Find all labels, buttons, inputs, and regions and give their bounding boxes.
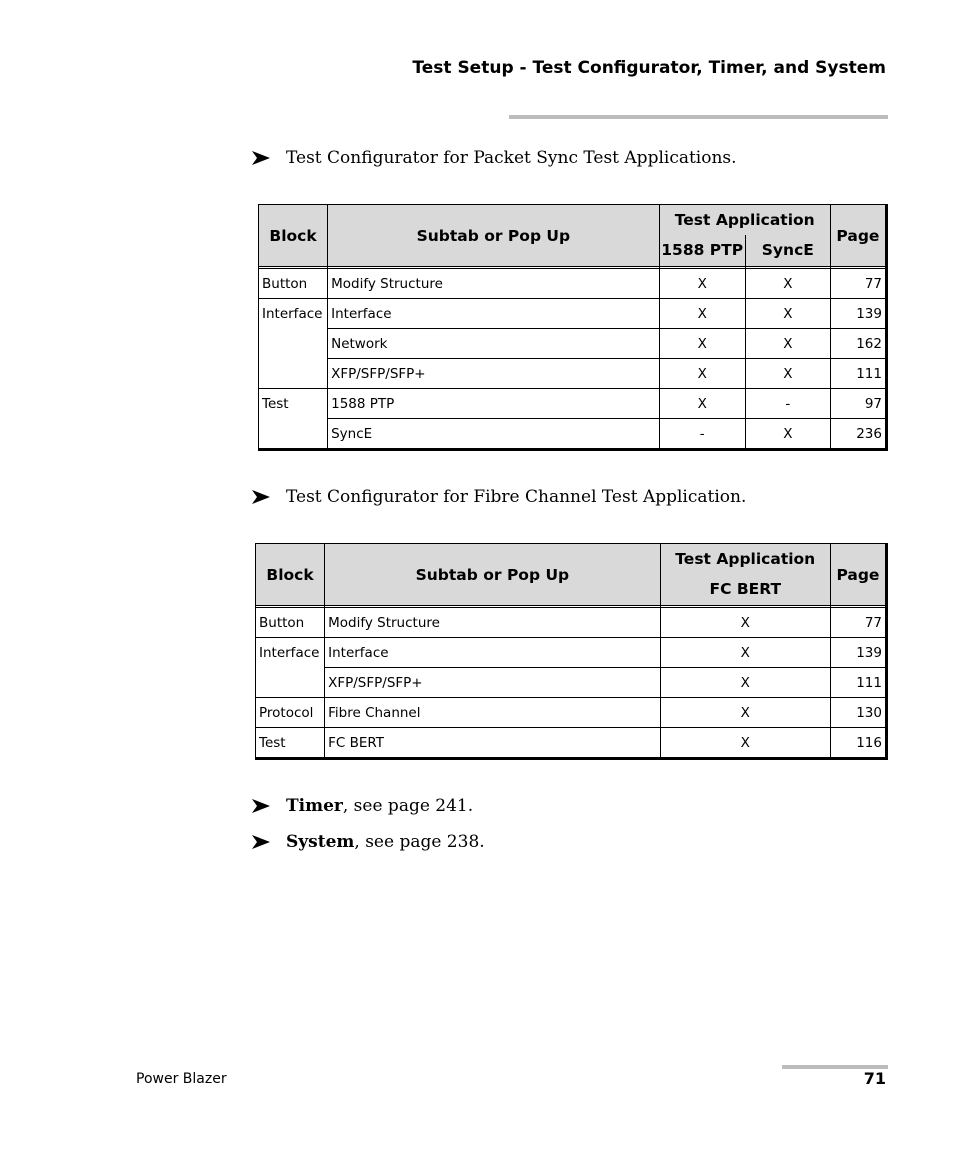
cell-page: 236 xyxy=(830,419,886,450)
cell-1588-ptp: - xyxy=(659,419,745,450)
table-row xyxy=(259,359,887,389)
cell-1588-ptp: X xyxy=(659,269,745,299)
arrow-bullet-icon xyxy=(252,490,270,504)
cell-subtab: Interface xyxy=(328,299,660,329)
cell-fc-bert: X xyxy=(660,608,830,638)
cell-block: Test xyxy=(259,389,328,419)
cell-block: Test xyxy=(256,728,325,759)
cell-block xyxy=(259,419,328,450)
cell-fc-bert: X xyxy=(660,698,830,728)
cell-block: Interface xyxy=(256,638,325,668)
arrow-bullet-icon xyxy=(252,799,270,813)
cell-block: Interface xyxy=(259,299,328,329)
cell-subtab: XFP/SFP/SFP+ xyxy=(328,359,660,389)
table-row xyxy=(259,329,887,359)
header-block: Block xyxy=(259,205,328,267)
cell-block: Button xyxy=(259,269,328,299)
cell-synce: X xyxy=(745,299,830,329)
bullet-text: Test Configurator for Fibre Channel Test Application. xyxy=(286,487,747,507)
footer-page-number: 71 xyxy=(863,1069,886,1088)
table-row xyxy=(256,608,887,638)
header-page: Page xyxy=(830,544,886,606)
header-synce: SyncE xyxy=(745,235,830,267)
cell-1588-ptp: X xyxy=(659,329,745,359)
table-row xyxy=(259,299,887,329)
cell-fc-bert: X xyxy=(660,638,830,668)
cell-1588-ptp: X xyxy=(659,299,745,329)
cell-block: Button xyxy=(256,608,325,638)
cell-synce: - xyxy=(745,389,830,419)
bullet-text: Test Configurator for Packet Sync Test Applications. xyxy=(286,148,737,168)
cell-subtab: FC BERT xyxy=(325,728,661,759)
cell-block xyxy=(259,359,328,389)
cell-page: 130 xyxy=(830,698,886,728)
header-rule xyxy=(509,115,888,119)
header-subtab: Subtab or Pop Up xyxy=(328,205,660,267)
header-block: Block xyxy=(256,544,325,606)
table-row xyxy=(256,668,887,698)
header-test-application: Test Application xyxy=(659,205,830,235)
header-test-application: Test Application xyxy=(660,544,830,574)
packet-sync-table xyxy=(258,204,888,451)
bullet-text: , see page 241. xyxy=(342,796,474,816)
cell-synce: X xyxy=(745,269,830,299)
cell-subtab: Network xyxy=(328,329,660,359)
timer-link[interactable]: Timer xyxy=(286,796,343,816)
bullet-fibre-channel xyxy=(252,487,746,507)
cell-page: 77 xyxy=(830,269,886,299)
cell-fc-bert: X xyxy=(660,668,830,698)
bullet-packet-sync xyxy=(252,148,737,168)
header-1588-ptp: 1588 PTP xyxy=(659,235,745,267)
cell-page: 111 xyxy=(830,668,886,698)
cell-1588-ptp: X xyxy=(659,389,745,419)
cell-subtab: SyncE xyxy=(328,419,660,450)
cell-subtab: 1588 PTP xyxy=(328,389,660,419)
table-row xyxy=(256,638,887,668)
bullet-system xyxy=(252,832,485,852)
table-row xyxy=(259,269,887,299)
bullet-timer xyxy=(252,796,473,816)
table-row xyxy=(259,389,887,419)
cell-subtab: XFP/SFP/SFP+ xyxy=(325,668,661,698)
cell-subtab: Modify Structure xyxy=(325,608,661,638)
cell-page: 139 xyxy=(830,638,886,668)
cell-page: 111 xyxy=(830,359,886,389)
table-row xyxy=(259,419,887,450)
arrow-bullet-icon xyxy=(252,151,270,165)
cell-1588-ptp: X xyxy=(659,359,745,389)
header-fc-bert: FC BERT xyxy=(660,574,830,606)
fibre-channel-table xyxy=(255,543,888,760)
cell-block xyxy=(256,668,325,698)
cell-synce: X xyxy=(745,419,830,450)
cell-page: 139 xyxy=(830,299,886,329)
cell-page: 116 xyxy=(830,728,886,759)
cell-subtab: Interface xyxy=(325,638,661,668)
cell-block xyxy=(259,329,328,359)
cell-subtab: Modify Structure xyxy=(328,269,660,299)
cell-subtab: Fibre Channel xyxy=(325,698,661,728)
header-subtab: Subtab or Pop Up xyxy=(325,544,661,606)
cell-fc-bert: X xyxy=(660,728,830,759)
arrow-bullet-icon xyxy=(252,835,270,849)
system-link[interactable]: System xyxy=(286,832,355,852)
page-header-title: Test Setup - Test Configurator, Timer, and System xyxy=(412,58,886,78)
cell-synce: X xyxy=(745,329,830,359)
footer-product-name: Power Blazer xyxy=(136,1071,227,1087)
header-page: Page xyxy=(830,205,886,267)
cell-page: 77 xyxy=(830,608,886,638)
table-row xyxy=(256,698,887,728)
cell-page: 162 xyxy=(830,329,886,359)
cell-block: Protocol xyxy=(256,698,325,728)
table-row xyxy=(256,728,887,759)
cell-synce: X xyxy=(745,359,830,389)
bullet-text: , see page 238. xyxy=(354,832,485,852)
cell-page: 97 xyxy=(830,389,886,419)
